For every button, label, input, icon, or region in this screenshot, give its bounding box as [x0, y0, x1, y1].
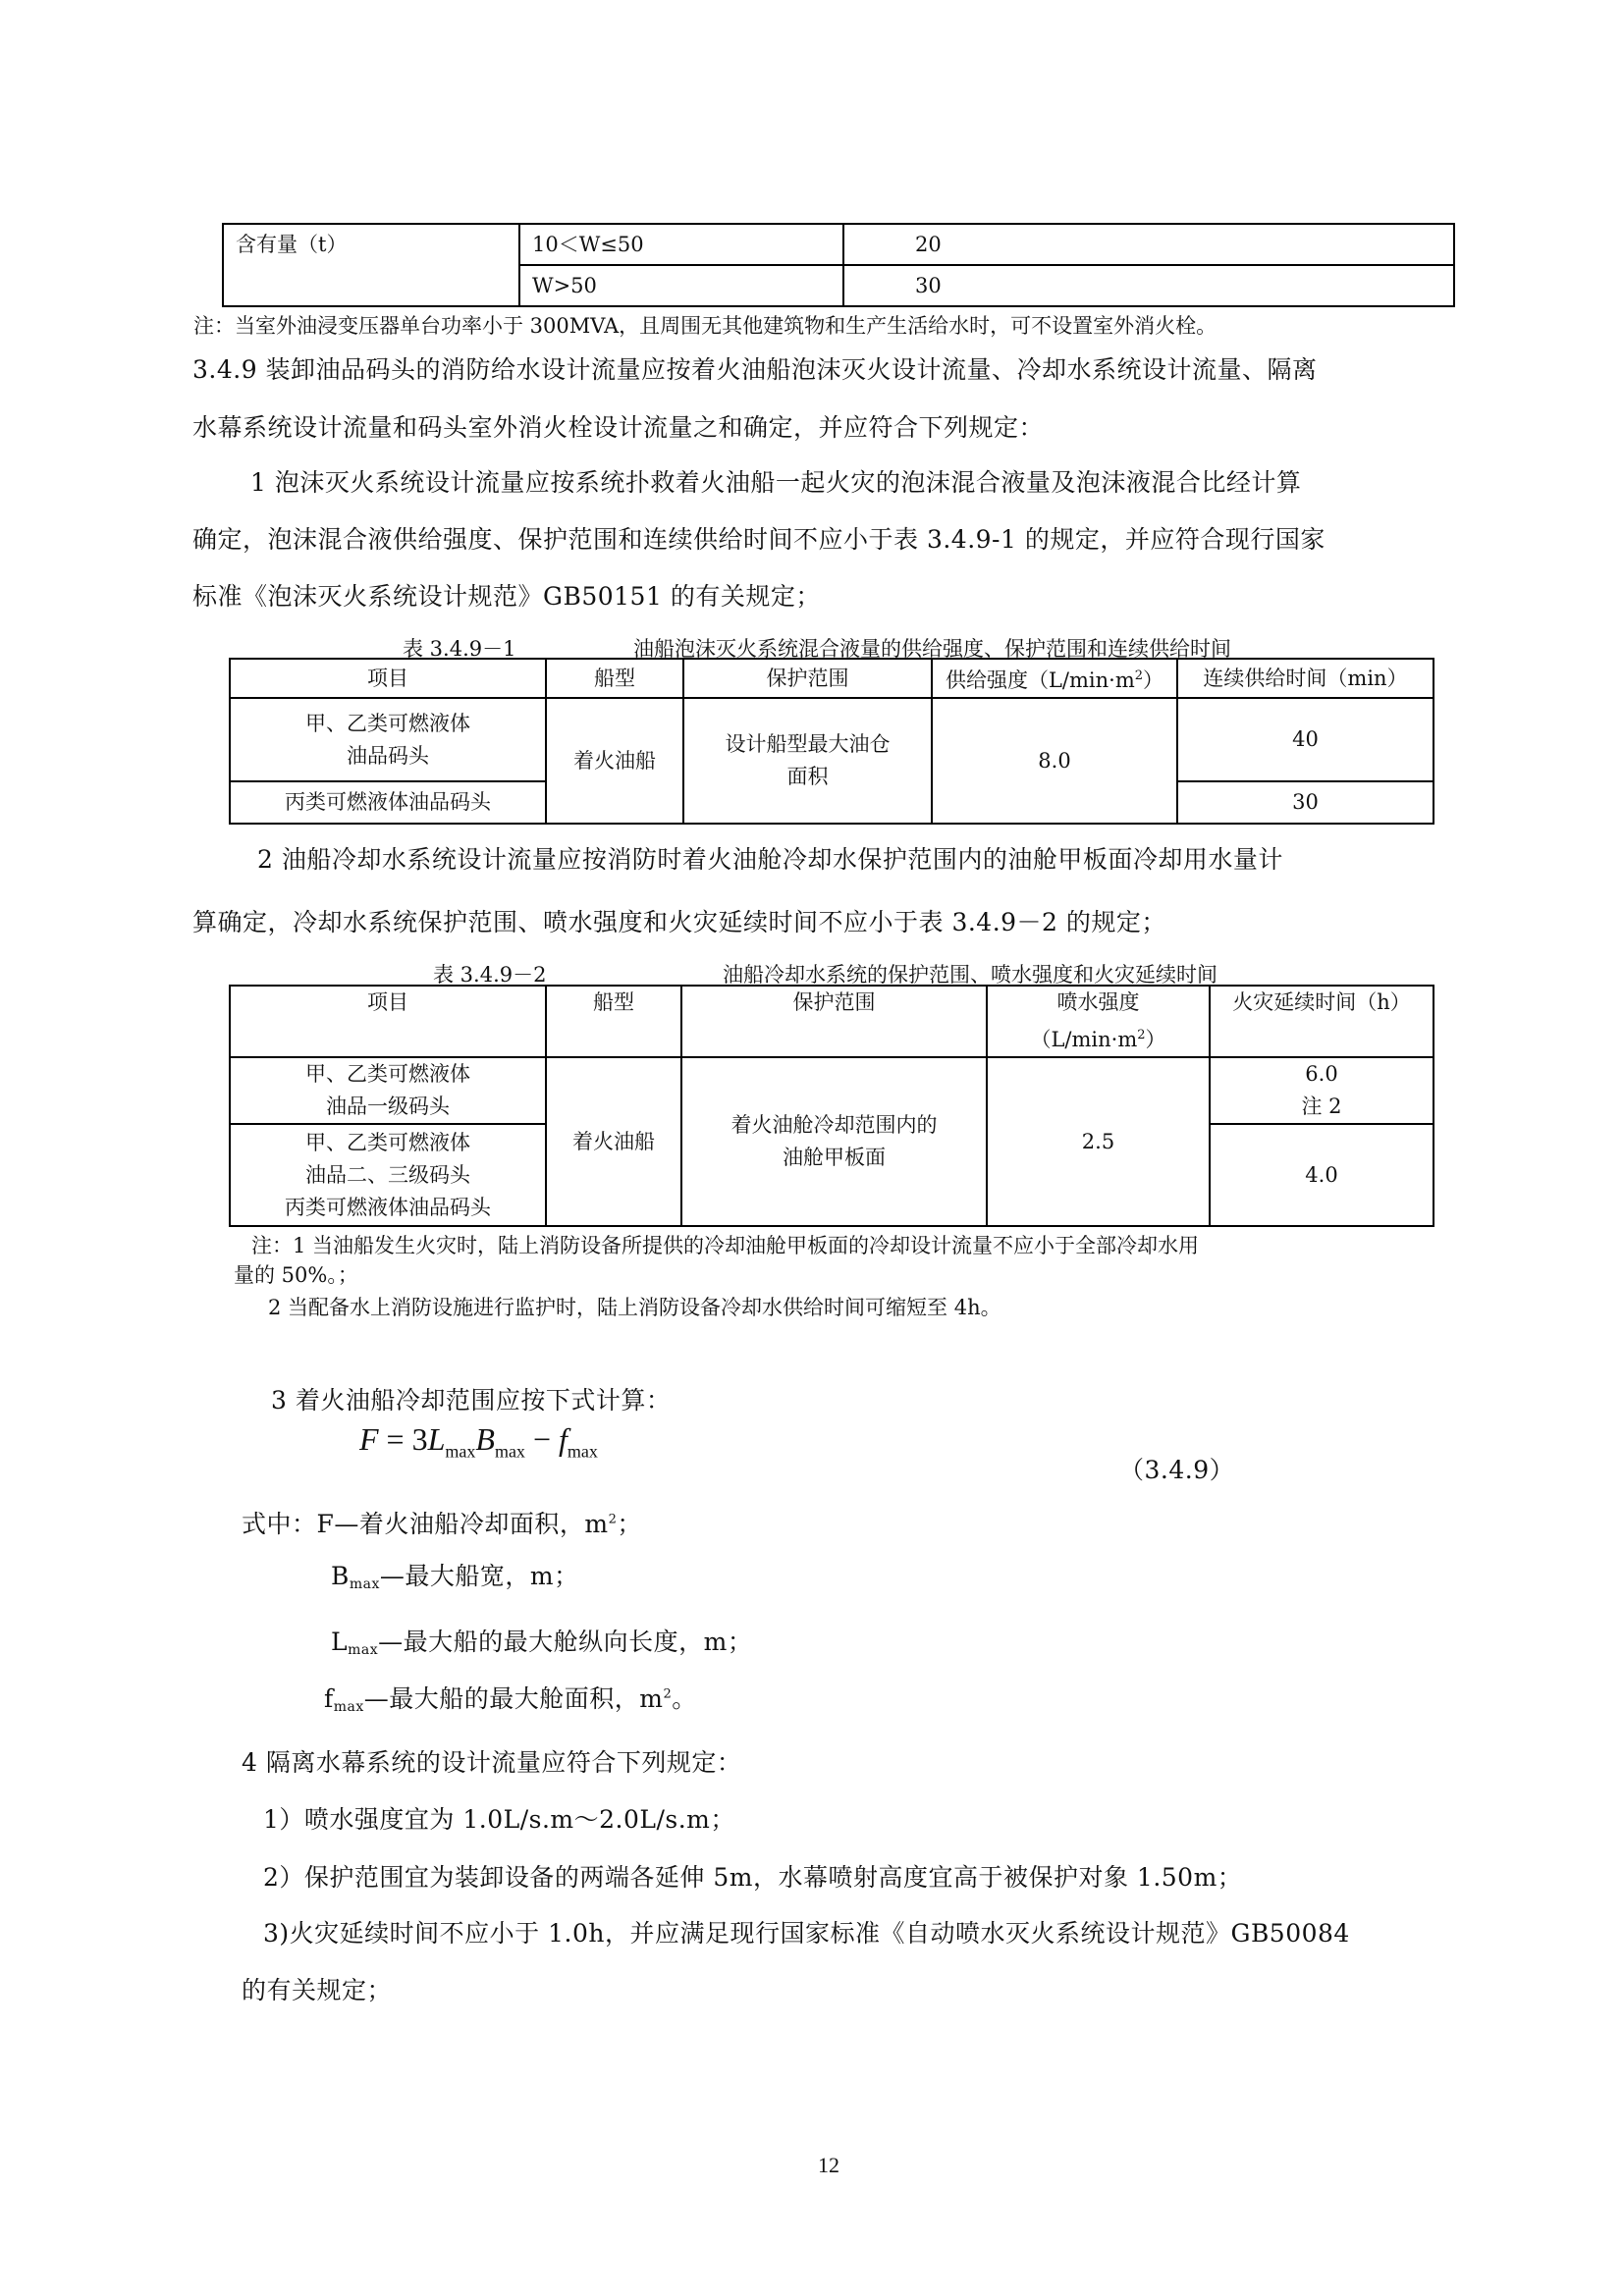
table2-row1-time: 6.0 注 2: [1210, 1057, 1434, 1124]
table1-number: 表 3.4.9－1: [403, 637, 516, 661]
table1-header-item: 项目: [230, 659, 546, 698]
top-table: [222, 223, 1455, 307]
top-table-value: 30: [843, 265, 1454, 306]
where-f: fmax—最大船的最大舱面积，$m^2$。: [324, 1684, 697, 1715]
table1-scope: 设计船型最大油仓 面积: [683, 698, 932, 824]
clause-349-line1: 3.4.9 装卸油品码头的消防给水设计流量应按着火油船泡沫灭火设计流量、冷却水系统设计流量、隔离: [192, 355, 1318, 384]
table2-note1-line1: 注：1 当油船发生火灾时，陆上消防设备所提供的冷却油舱甲板面的冷却设计流量不应小于全部冷却水用: [251, 1234, 1200, 1257]
table1-header-scope: 保护范围: [683, 659, 932, 698]
top-note: 注：当室外油浸变压器单台功率小于 300MVA，且周围无其他建筑物和生产生活给水时，可不设置室外消火栓。: [193, 314, 1217, 338]
table2-row2-item: 甲、乙类可燃液体 油品二、三级码头 丙类可燃液体油品码头: [230, 1124, 546, 1226]
formula-number: （3.4.9）: [1119, 1456, 1235, 1484]
where-B: Bmax—最大船宽，m；: [331, 1562, 579, 1592]
table1-ship-type: 着火油船: [546, 698, 683, 824]
table2-note2: 2 当配备水上消防设施进行监护时，陆上消防设备冷却水供给时间可缩短至 4h。: [268, 1296, 1001, 1319]
table1-header-intensity: 供给强度$(L/\min\cdot m^2)$: [932, 659, 1177, 698]
table2-title: 油船冷却水系统的保护范围、喷水强度和火灾延续时间: [723, 963, 1217, 987]
table1-intensity: 8.0: [932, 698, 1177, 824]
table2-scope: 着火油舱冷却范围内的 油舱甲板面: [681, 1057, 987, 1226]
where-L: Lmax—最大船的最大舱纵向长度，m；: [331, 1628, 753, 1658]
table2-intensity: 2.5: [987, 1057, 1210, 1226]
formula-3-4-9: $F = 3L_{max}B_{max} - f_{max}$: [359, 1421, 598, 1462]
table1-row1-item: 甲、乙类可燃液体 油品码头: [230, 698, 546, 781]
table2-header-time: 火灾延续时间（h）: [1210, 986, 1434, 1057]
table2-note1-line2: 量的 50%。；: [234, 1263, 358, 1287]
table2-number: 表 3.4.9－2: [433, 963, 547, 987]
top-table-value: 20: [843, 224, 1454, 265]
clause-349-line2: 水幕系统设计流量和码头室外消火栓设计流量之和确定，并应符合下列规定：: [192, 413, 1045, 442]
item4-sub3-line2: 的有关规定；: [242, 1976, 393, 2004]
table2-row2-time: 4.0: [1210, 1124, 1434, 1226]
top-table-label: 含有量（t）: [223, 224, 519, 306]
table1-header-time: 连续供给时间（min）: [1177, 659, 1434, 698]
item4-intro: 4 隔离水幕系统的设计流量应符合下列规定：: [242, 1748, 742, 1777]
table2-header-ship: 船型: [546, 986, 681, 1057]
page-number: 12: [818, 2153, 839, 2177]
item1-line3: 标准《泡沫灭火系统设计规范》GB50151 的有关规定；: [192, 582, 821, 611]
table1-row2-item: 丙类可燃液体油品码头: [230, 781, 546, 824]
item4-sub1: 1）喷水强度宜为 1.0L/s.m～2.0L/s.m；: [263, 1805, 735, 1834]
item4-sub3-line1: 3)火灾延续时间不应小于 1.0h，并应满足现行国家标准《自动喷水灭火系统设计规范》GB50084: [263, 1919, 1350, 1948]
table2-header-scope: 保护范围: [681, 986, 987, 1057]
item4-sub2: 2）保护范围宜为装卸设备的两端各延伸 5m，水幕喷射高度宜高于被保护对象 1.50m；: [263, 1863, 1243, 1892]
table2-header-intensity: 喷水强度 $(L/\min\cdot m^2)$: [987, 986, 1210, 1057]
table2-header-item: 项目: [230, 986, 546, 1057]
item3-intro: 3 着火油船冷却范围应按下式计算：: [271, 1386, 672, 1415]
table1-title: 油船泡沫灭火系统混合液量的供给强度、保护范围和连续供给时间: [633, 637, 1231, 661]
table2-ship-type: 着火油船: [546, 1057, 681, 1226]
table1: [229, 658, 1434, 825]
top-table-range: 10＜W≤50: [519, 224, 843, 265]
item2-line1: 2 油船冷却水系统设计流量应按消防时着火油舱冷却水保护范围内的油舱甲板面冷却用水量计: [257, 845, 1283, 874]
table2-row1-item: 甲、乙类可燃液体 油品一级码头: [230, 1057, 546, 1124]
table2: [229, 985, 1434, 1227]
item2-line2: 算确定，冷却水系统保护范围、喷水强度和火灾延续时间不应小于表 3.4.9－2 的规定；: [192, 908, 1166, 936]
item1-line1: 1 泡沫灭火系统设计流量应按系统扑救着火油船一起火灾的泡沫混合液量及泡沫液混合比经计算: [250, 468, 1302, 497]
table1-row1-time: 40: [1177, 698, 1434, 781]
where-F: 式中：F—着火油船冷却面积，$m^2$；: [242, 1510, 642, 1538]
table1-header-ship: 船型: [546, 659, 683, 698]
item1-line2: 确定，泡沫混合液供给强度、保护范围和连续供给时间不应小于表 3.4.9-1 的规定，并应符合现行国家: [192, 525, 1325, 554]
table1-row2-time: 30: [1177, 781, 1434, 824]
top-table-range: W>50: [519, 265, 843, 306]
